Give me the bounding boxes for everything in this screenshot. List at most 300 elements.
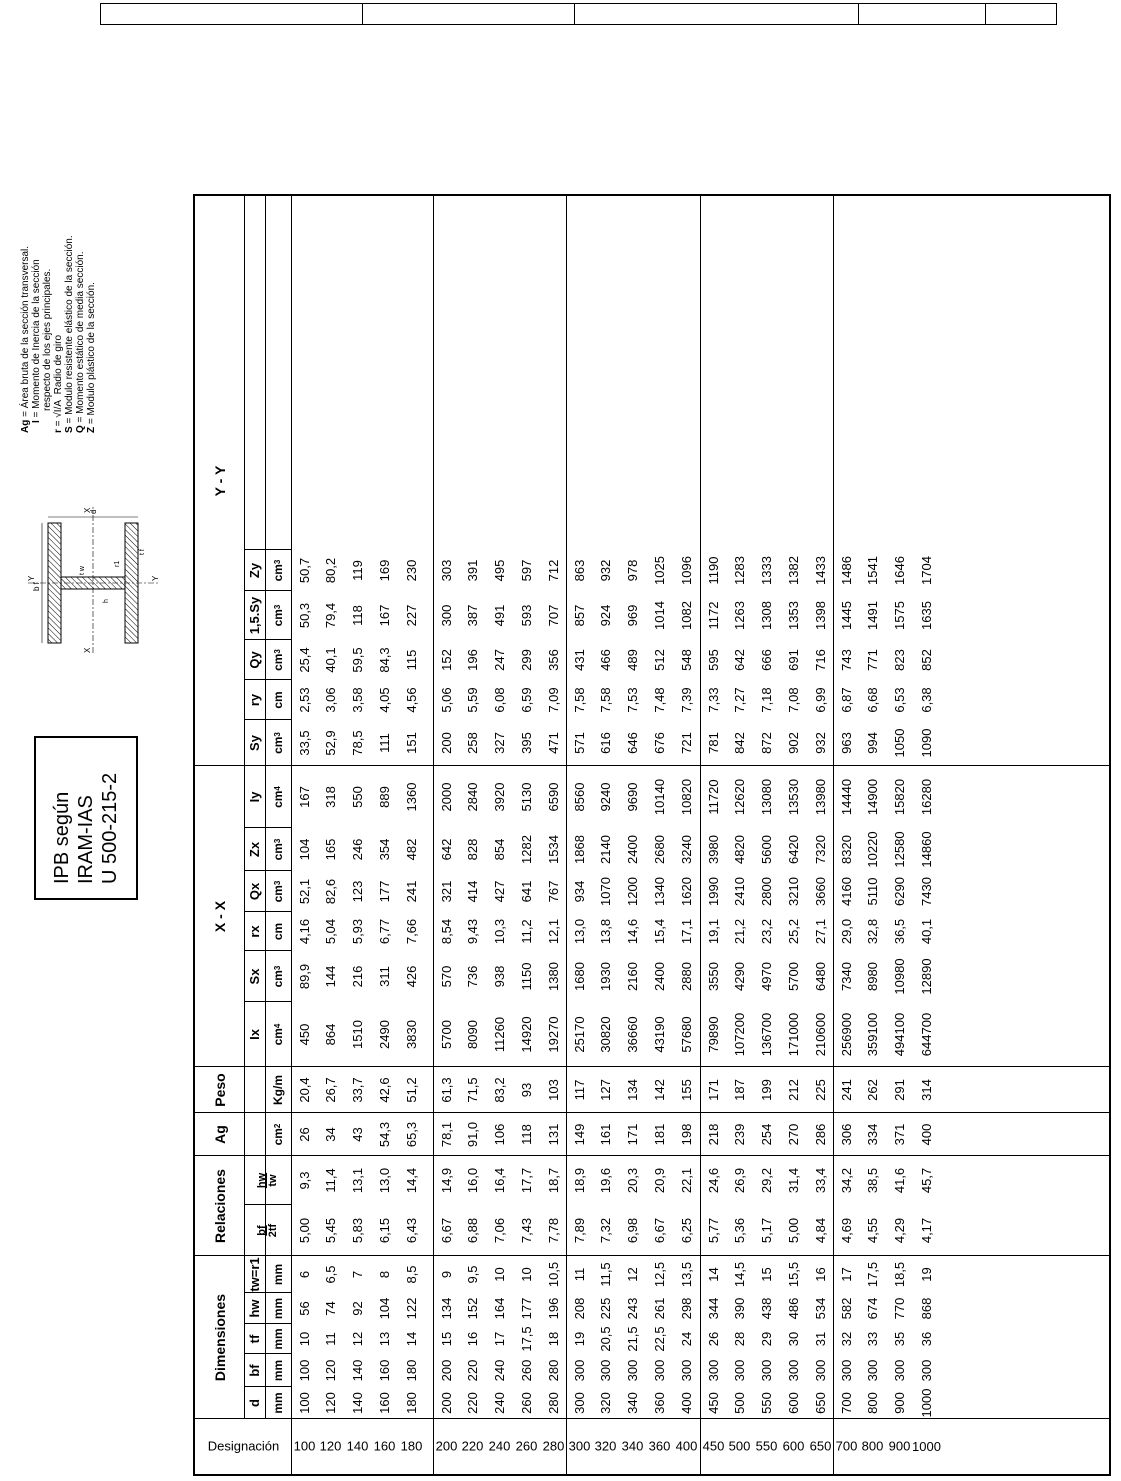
title-line-3: U 500-215-2 <box>99 772 121 884</box>
table-cell: 2140 <box>598 835 614 864</box>
table-cell: 14920 <box>519 1016 535 1053</box>
unit-exponent: 3 <box>273 604 282 610</box>
table-cell: 11720 <box>705 779 721 815</box>
table-cell: 74 <box>323 1301 339 1316</box>
table-cell: 36660 <box>625 1016 641 1053</box>
table-cell: 828 <box>465 838 481 861</box>
table-cell: 103 <box>546 1079 562 1101</box>
table-cell: 500 <box>732 1392 748 1414</box>
table-cell: 167 <box>377 604 393 627</box>
unit-base: cm <box>271 885 285 903</box>
designation-value: 300 <box>568 1439 590 1455</box>
designation-cell <box>596 1419 616 1474</box>
table-cell: 1382 <box>786 556 802 585</box>
table-cell: 33,4 <box>813 1167 829 1194</box>
table-cell: 198 <box>679 1123 695 1146</box>
table-cell: 56 <box>296 1301 312 1316</box>
table-cell: 12580 <box>892 831 908 868</box>
table-cell: 13,0 <box>377 1167 393 1194</box>
table-cell: 11,4 <box>323 1168 339 1193</box>
unit-exponent: 4 <box>273 786 282 791</box>
table-cell: 11,5 <box>598 1262 614 1287</box>
table-cell: 600 <box>786 1392 802 1414</box>
table-cell: 230 <box>404 559 420 582</box>
table-cell: 22,1 <box>679 1167 695 1194</box>
column-header-rx: rx <box>247 925 262 938</box>
table-cell: 548 <box>679 649 695 671</box>
table-cell: 2490 <box>377 1020 393 1049</box>
table-cell: 781 <box>705 732 721 754</box>
table-cell: 71,5 <box>465 1077 481 1103</box>
table-cell: 18 <box>546 1331 562 1347</box>
table-cell: 12 <box>350 1331 366 1347</box>
table-cell: 4820 <box>732 835 748 864</box>
designation-cell <box>730 1419 750 1474</box>
table-cell: 1200 <box>625 877 641 906</box>
table-cell: 14 <box>404 1331 420 1347</box>
table-cell: 570 <box>438 965 454 988</box>
table-cell: 127 <box>598 1079 614 1101</box>
table-cell: 571 <box>571 732 587 754</box>
title-box <box>34 736 138 900</box>
designation-value: 200 <box>435 1439 457 1455</box>
table-cell: 938 <box>492 965 508 988</box>
table-cell: 1398 <box>813 601 829 630</box>
table-cell: 243 <box>625 1297 641 1320</box>
table-cell: 1282 <box>519 835 535 864</box>
table-cell: 395 <box>519 732 535 754</box>
table-cell: 6,15 <box>377 1217 393 1244</box>
designation-cell <box>490 1419 510 1474</box>
table-cell: 177 <box>377 880 393 903</box>
table-cell: 134 <box>625 1079 641 1101</box>
table-cell: 4290 <box>732 962 748 991</box>
column-unit-peso: Kg/m <box>271 1075 285 1105</box>
table-cell: 10140 <box>652 778 668 816</box>
table-cell: 868 <box>919 1297 935 1320</box>
table-cell: 4,16 <box>296 918 312 945</box>
table-cell: 20,9 <box>652 1167 668 1194</box>
designation-cell <box>348 1419 368 1474</box>
table-cell: 42,6 <box>377 1077 393 1103</box>
column-header-zx: Zx <box>247 841 262 858</box>
column-unit-hw: mm <box>271 1297 285 1320</box>
table-cell: 79890 <box>705 1016 721 1053</box>
table-cell: 450 <box>296 1023 312 1046</box>
column-header-bf: bf <box>247 1364 262 1377</box>
legend-i-key: I <box>31 420 42 423</box>
column-unit-iy <box>265 766 291 828</box>
table-cell: 300 <box>838 1359 854 1382</box>
table-cell: 486 <box>786 1297 802 1320</box>
column-header-sy15: 1,5.Sy <box>247 596 262 635</box>
table-cell: 6,87 <box>838 687 854 713</box>
table-cell: 1620 <box>679 877 695 906</box>
table-cell: 9 <box>438 1270 454 1279</box>
table-cell: 736 <box>465 965 481 988</box>
table-cell: 239 <box>732 1123 748 1146</box>
table-cell: 260 <box>519 1359 535 1382</box>
table-cell: 118 <box>350 605 366 626</box>
table-cell: 5700 <box>786 962 802 991</box>
column-unit-ix <box>265 1002 291 1067</box>
legend-i-2: respecto de los ejes principales. <box>42 268 53 411</box>
column-header-qx: Qx <box>247 882 262 901</box>
table-cell: 258 <box>465 732 481 754</box>
designation-cell <box>677 1419 697 1474</box>
table-cell: 318 <box>323 786 339 808</box>
table-cell: 2410 <box>732 877 748 906</box>
unit-base: cm <box>271 736 285 754</box>
table-cell: 16 <box>813 1267 829 1282</box>
designation-value: 120 <box>320 1439 342 1455</box>
table-cell: 963 <box>838 732 854 754</box>
table-cell: 9,5 <box>465 1265 481 1284</box>
table-cell: 152 <box>438 649 454 671</box>
table-cell: 4,56 <box>404 687 420 713</box>
table-cell: 5130 <box>519 782 535 812</box>
axis-x-right-label: X <box>83 507 92 513</box>
table-cell: 13530 <box>786 778 802 816</box>
table-cell: 16,4 <box>492 1167 508 1194</box>
table-cell: 13,0 <box>571 918 587 945</box>
table-cell: 18,5 <box>892 1261 908 1288</box>
table-cell: 17 <box>492 1331 508 1347</box>
table-cell: 33 <box>865 1331 881 1347</box>
table-cell: 32 <box>838 1331 854 1347</box>
column-unit-bf: mm <box>271 1359 285 1382</box>
table-cell: 3980 <box>705 835 721 864</box>
table-cell: 270 <box>786 1123 802 1146</box>
table-cell: 1190 <box>705 556 721 585</box>
table-cell: 123 <box>350 880 366 903</box>
table-cell: 5,59 <box>465 687 481 713</box>
legend-s: = Modulo resistente elástico de la sección. <box>64 235 75 427</box>
table-cell: 1070 <box>598 877 614 906</box>
table-cell: 200 <box>438 1359 454 1382</box>
table-cell: 171000 <box>786 1012 802 1057</box>
table-cell: 52,1 <box>296 878 312 905</box>
column-unit-sy <box>265 720 291 766</box>
table-cell: 30 <box>786 1331 802 1347</box>
table-cell: 4,55 <box>865 1217 881 1244</box>
table-cell: 691 <box>786 649 802 671</box>
fraction-denominator: 2tf <box>266 1223 279 1238</box>
table-cell: 489 <box>625 649 641 671</box>
designation-cell <box>463 1419 483 1474</box>
table-cell: 227 <box>404 604 420 627</box>
table-cell: 9,43 <box>465 918 481 945</box>
table-cell: 13 <box>377 1331 393 1347</box>
table-cell: 616 <box>598 732 614 754</box>
table-cell: 934 <box>571 880 587 903</box>
table-cell: 59,5 <box>350 647 366 673</box>
table-cell: 26,7 <box>323 1077 339 1103</box>
table-cell: 300 <box>919 1359 935 1382</box>
table-cell: 149 <box>571 1123 587 1146</box>
table-cell: 8090 <box>465 1020 481 1049</box>
table-cell: 2880 <box>679 962 695 991</box>
table-cell: 260 <box>519 1392 535 1414</box>
table-cell: 857 <box>571 604 587 627</box>
table-cell: 54,3 <box>377 1121 393 1148</box>
column-header-iy: Iy <box>247 791 262 803</box>
table-cell: 707 <box>546 604 562 627</box>
table-cell: 100 <box>296 1359 312 1382</box>
web-height-label: h <box>103 599 110 603</box>
table-cell: 160 <box>377 1359 393 1382</box>
table-cell: 199 <box>759 1079 775 1101</box>
table-cell: 7,18 <box>759 687 775 713</box>
table-cell: 1575 <box>892 601 908 630</box>
table-cell: 300 <box>813 1359 829 1382</box>
table-cell: 676 <box>652 732 668 754</box>
table-cell: 743 <box>838 649 854 671</box>
table-cell: 13,1 <box>350 1167 366 1194</box>
table-cell: 218 <box>705 1123 721 1146</box>
table-cell: 872 <box>759 732 775 754</box>
table-cell: 187 <box>732 1079 748 1101</box>
table-cell: 19270 <box>546 1016 562 1053</box>
table-cell: 247 <box>492 649 508 671</box>
table-cell: 17,5 <box>865 1261 881 1288</box>
table-cell: 8320 <box>838 835 854 864</box>
designation-value: 800 <box>862 1439 884 1455</box>
table-cell: 33,7 <box>350 1077 366 1103</box>
table-cell: 246 <box>350 838 366 861</box>
table-cell: 280 <box>546 1359 562 1382</box>
column-unit-sx <box>265 951 291 1002</box>
column-header-hw: hw <box>247 1299 262 1318</box>
table-cell: 2800 <box>759 877 775 906</box>
legend-r: Radio de giro <box>53 334 64 395</box>
table-cell: 115 <box>404 649 420 671</box>
table-cell: 161 <box>598 1123 614 1146</box>
table-cell: 43 <box>350 1127 366 1142</box>
table-cell: 31 <box>813 1331 829 1347</box>
table-cell: 300 <box>732 1359 748 1382</box>
table-cell: 2400 <box>652 962 668 991</box>
table-cell: 7,48 <box>652 687 668 713</box>
table-cell: 650 <box>813 1392 829 1414</box>
table-cell: 800 <box>865 1392 881 1414</box>
table-cell: 5,45 <box>323 1217 339 1244</box>
table-cell: 52,9 <box>323 730 339 756</box>
ipb-section-diagram <box>24 501 162 655</box>
table-cell: 10 <box>296 1331 312 1347</box>
web-thickness-label: t w <box>79 566 86 575</box>
table-cell: 15,5 <box>786 1261 802 1288</box>
table-cell: 300 <box>892 1359 908 1382</box>
table-cell: 1360 <box>404 782 420 812</box>
table-cell: 712 <box>546 559 562 582</box>
table-cell: 280 <box>546 1392 562 1414</box>
rotated-page <box>0 101 1121 1481</box>
table-cell: 932 <box>813 732 829 754</box>
table-cell: 34,2 <box>838 1167 854 1194</box>
table-cell: 12620 <box>732 778 748 816</box>
designation-value: 260 <box>515 1439 538 1455</box>
table-cell: 61,3 <box>438 1077 454 1103</box>
table-cell: 8560 <box>571 782 587 812</box>
column-header-tf: tf <box>247 1334 262 1344</box>
table-cell: 83,2 <box>492 1077 508 1103</box>
table-cell: 5,00 <box>296 1217 312 1244</box>
legend-q-key: Q <box>75 425 86 433</box>
table-cell: 11260 <box>492 1016 508 1053</box>
table-cell: 142 <box>652 1079 668 1101</box>
designation-cell <box>402 1419 422 1474</box>
column-header-zy: Zy <box>247 562 262 579</box>
table-cell: 180 <box>404 1359 420 1382</box>
table-cell: 17,5 <box>519 1326 535 1352</box>
unit-base: cm <box>271 564 285 582</box>
table-cell: 3,58 <box>350 687 366 713</box>
table-cell: 674 <box>865 1297 881 1320</box>
column-unit-d: mm <box>271 1392 285 1414</box>
table-cell: 28 <box>732 1331 748 1347</box>
table-cell: 151 <box>404 732 420 754</box>
header-divider <box>985 4 986 24</box>
table-cell: 6,67 <box>438 1217 454 1244</box>
table-cell: 14,9 <box>438 1167 454 1194</box>
table-cell: 300 <box>786 1359 802 1382</box>
table-cell: 3660 <box>813 877 829 906</box>
table-cell: 208 <box>571 1297 587 1320</box>
header-divider <box>858 4 859 24</box>
table-cell: 89,9 <box>296 963 312 990</box>
legend-z: = Modulo plástico de la sección. <box>86 282 97 427</box>
table-cell: 19 <box>571 1331 587 1347</box>
table-cell: 131 <box>546 1123 562 1146</box>
table-cell: 641 <box>519 880 535 903</box>
table-cell: 16280 <box>919 778 935 816</box>
table-cell: 4160 <box>838 877 854 906</box>
table-cell: 314 <box>919 1079 935 1101</box>
legend-r-key: r <box>53 429 64 433</box>
table-cell: 550 <box>759 1392 775 1414</box>
table-cell: 78,5 <box>350 730 366 756</box>
unit-exponent: 2 <box>273 1123 282 1129</box>
table-cell: 43190 <box>652 1016 668 1053</box>
designacion-label: Designación <box>207 1438 279 1454</box>
table-cell: 721 <box>679 732 695 754</box>
designation-value: 550 <box>755 1439 778 1455</box>
table-cell: 823 <box>892 649 908 671</box>
header-line <box>291 196 292 1474</box>
table-cell: 20,3 <box>625 1167 641 1194</box>
table-cell: 863 <box>571 559 587 582</box>
table-cell: 78,1 <box>438 1121 454 1148</box>
table-cell: 57680 <box>679 1016 695 1053</box>
table-cell: 216 <box>350 965 366 988</box>
designation-value: 360 <box>648 1439 671 1455</box>
table-cell: 644700 <box>919 1012 935 1057</box>
table-cell: 8,5 <box>404 1265 420 1284</box>
table-cell: 11 <box>571 1267 587 1282</box>
table-cell: 391 <box>465 559 481 582</box>
legend-ag: = Área bruta de la sección transversal. <box>20 245 31 420</box>
table-cell: 12,1 <box>546 918 562 945</box>
title-line-2: IRAM-IAS <box>75 795 97 884</box>
table-cell: 30820 <box>598 1016 614 1053</box>
table-cell: 414 <box>465 880 481 903</box>
axis-y-bottom-label: Y <box>151 575 160 581</box>
table-cell: 646 <box>625 732 641 754</box>
table-cell: 140 <box>350 1392 366 1414</box>
table-cell: 6,99 <box>813 687 829 713</box>
designation-value: 160 <box>373 1439 396 1455</box>
table-cell: 167 <box>296 786 312 808</box>
table-cell: 20,4 <box>296 1077 312 1103</box>
table-cell: 25,2 <box>786 918 802 945</box>
table-cell: 994 <box>865 732 881 754</box>
table-cell: 1491 <box>865 601 881 630</box>
table-cell: 33,5 <box>296 730 312 756</box>
unit-exponent: 3 <box>273 732 282 737</box>
table-cell: 1646 <box>892 556 908 585</box>
depth-label: d <box>89 509 98 514</box>
table-cell: 7,78 <box>546 1217 562 1244</box>
table-cell: 1486 <box>838 556 854 585</box>
ipb-properties-table <box>193 194 1111 1476</box>
table-cell: 9,3 <box>296 1171 312 1190</box>
table-cell: 160 <box>377 1392 393 1414</box>
table-cell: 700 <box>838 1392 854 1414</box>
table-cell: 136700 <box>759 1012 775 1057</box>
table-cell: 7,09 <box>546 687 562 713</box>
table-cell: 220 <box>465 1392 481 1414</box>
table-cell: 14,5 <box>732 1261 748 1288</box>
group-header-yy: Y - Y <box>211 465 228 497</box>
table-cell: 582 <box>838 1297 854 1320</box>
table-cell: 29 <box>759 1331 775 1347</box>
table-cell: 93 <box>519 1082 535 1098</box>
table-cell: 597 <box>519 559 535 582</box>
table-cell: 390 <box>732 1297 748 1320</box>
column-unit-rx: cm <box>271 922 285 941</box>
designation-cell <box>912 1419 942 1474</box>
table-cell: 36 <box>919 1331 935 1347</box>
table-cell: 14,4 <box>404 1167 420 1194</box>
table-cell: 6590 <box>546 782 562 812</box>
table-cell: 900 <box>892 1392 908 1414</box>
table-cell: 5,17 <box>759 1217 775 1244</box>
table-cell: 51,2 <box>404 1077 420 1103</box>
table-cell: 5600 <box>759 835 775 864</box>
table-cell: 2840 <box>465 782 481 812</box>
column-header-sy: Sy <box>247 735 262 751</box>
table-cell: 152 <box>465 1297 481 1320</box>
table-cell: 7,06 <box>492 1217 508 1244</box>
table-cell: 387 <box>465 604 481 627</box>
group-header-xx: X - X <box>211 900 228 933</box>
table-cell: 41,6 <box>892 1167 908 1194</box>
table-cell: 100 <box>296 1392 312 1414</box>
axis-x-left-label: X <box>83 647 92 653</box>
table-cell: 50,3 <box>296 602 312 629</box>
table-cell: 12,5 <box>652 1261 668 1288</box>
column-unit-sy15 <box>265 591 291 640</box>
designation-value: 700 <box>835 1439 857 1455</box>
table-cell: 23,2 <box>759 918 775 945</box>
legend-ag-key: Ag <box>20 419 31 433</box>
table-cell: 21,2 <box>732 918 748 945</box>
table-cell: 7,66 <box>404 918 420 945</box>
table-cell: 593 <box>519 604 535 627</box>
table-cell: 40,1 <box>323 647 339 673</box>
table-cell: 6,88 <box>465 1217 481 1244</box>
